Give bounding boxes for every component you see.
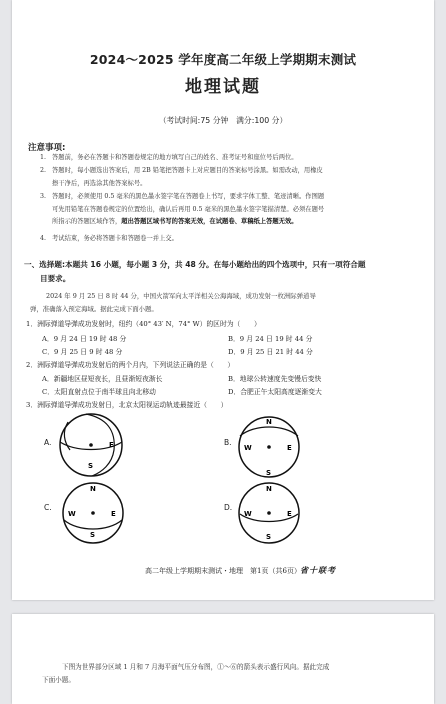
section-heading-line: 一、选择题:本题共 16 小题，每小题 3 分，共 48 分。在每小题给出的四个选项中，只有一项符合题: [24, 260, 366, 269]
note-text: 考试结束，务必将答题卡和答题卷一并上交。: [52, 235, 178, 242]
intro-line: 2024 年 9 月 25 日 8 时 44 分，中国火箭军向太平洋相关公海海域，成功发射一枚洲际弹道导: [46, 292, 316, 300]
q1-option-b[interactable]: B．9 月 24 日 19 时 44 分: [228, 335, 313, 343]
note-text: 可先用铅笔在答题卷规定的位置绘出，确认后再用 0.5 毫米的黑色墨水签字笔描清楚。必须在题号: [52, 205, 325, 213]
note-text: 答题前，务必在答题卡和答题卷规定的地方填写自己的姓名、准考证号和座位号后两位。: [52, 154, 298, 161]
compass-label-e: E: [287, 510, 292, 518]
note-number: 2.: [40, 167, 47, 174]
q2-option-d[interactable]: D．合肥正午太阳高度逐渐变大: [228, 388, 322, 396]
compass-label-w: W: [68, 510, 76, 518]
note-item-4: [40, 233, 412, 246]
q3-option-d[interactable]: D.: [224, 503, 233, 512]
q3-option-b[interactable]: B.: [224, 438, 232, 447]
compass-label-e: E: [109, 441, 114, 449]
intro-line: 弹，准确落入预定海域。据此完成下面小题。: [30, 305, 158, 313]
section-heading-line: 目要求。: [40, 274, 71, 283]
note-emphasis: 超出答题区域书写的答案无效，在试题卷、草稿纸上答题无效。: [121, 218, 298, 225]
page2-intro: [42, 661, 422, 687]
note-number: 3.: [40, 193, 47, 200]
compass-label-w: W: [244, 510, 252, 518]
page2-line: 下面小题。: [42, 676, 75, 684]
question-intro: [30, 290, 412, 316]
note-number: 4.: [40, 235, 47, 242]
q1-option-a[interactable]: A．9 月 24 日 19 时 48 分: [42, 335, 127, 343]
section-heading: [24, 258, 416, 286]
notes-title: 注意事项:: [28, 143, 66, 153]
compass-label-s: S: [90, 531, 96, 539]
sun-path-diagram-c: [58, 478, 128, 548]
note-number: 1.: [40, 154, 47, 161]
exam-info: （考试时间:75 分钟 满分:100 分）: [158, 116, 288, 125]
page-footer: 高二年级上学期期末测试・地理 第1页（共6页）: [145, 567, 301, 575]
q3-option-c[interactable]: C.: [44, 503, 52, 512]
q1-option-c[interactable]: C．9 月 25 日 9 时 48 分: [42, 348, 123, 356]
brand-logo: 省十联考: [300, 565, 336, 575]
compass-label-e: E: [287, 444, 292, 452]
compass-label-n: N: [90, 485, 96, 493]
q3-option-a[interactable]: A.: [44, 438, 52, 447]
compass-label-s: S: [88, 462, 94, 470]
note-text: 擦干净后，再选涂其他答案标号。: [52, 179, 147, 187]
note-text: 所指示的答题区域作答，: [52, 218, 122, 225]
compass-label-s: S: [266, 469, 272, 477]
question-2-stem: 2．洲际弹道导弹成功发射后的两个月内，下列说法正确的是（ ）: [26, 361, 235, 369]
sun-path-diagram-b: [234, 412, 304, 482]
note-item-2: [40, 165, 412, 190]
note-item-3: [40, 191, 412, 229]
q1-option-d[interactable]: D．9 月 25 日 21 时 44 分: [228, 348, 313, 356]
note-item-1: [40, 152, 412, 165]
sun-path-diagram-a: [56, 410, 126, 480]
sun-path-diagram-d: [234, 478, 304, 548]
q2-option-a[interactable]: A．新疆地区昼短夜长，且昼渐短夜渐长: [42, 375, 163, 383]
page2-line: 下图为世界部分区域 1 月和 7 月海平面气压分布图，①～⑥的箭头表示盛行风向。据此完成: [62, 663, 330, 671]
q2-option-b[interactable]: B．地球公转速度先变慢后变快: [228, 375, 322, 383]
subject-title: 地理试题: [185, 77, 261, 97]
question-1-stem: 1．洲际弹道导弹成功发射时，纽约（40° 43′ N，74° W）的区时为（ ）: [26, 320, 261, 328]
exam-page-2: [12, 614, 434, 704]
compass-label-e: E: [111, 510, 116, 518]
compass-label-s: S: [266, 533, 272, 541]
compass-label-n: N: [266, 418, 272, 426]
exam-title: 2024～2025 学年度高二年级上学期期末测试: [89, 52, 357, 67]
question-3-stem: 3．洲际弹道导弹成功发射日，北京太阳视运动轨迹最接近（ ）: [26, 401, 228, 409]
compass-label-w: W: [244, 444, 252, 452]
compass-label-n: N: [266, 485, 272, 493]
q2-option-c[interactable]: C．太阳直射点位于南半球且向北移动: [42, 388, 156, 396]
note-text: 答题时，必须使用 0.5 毫米的黑色墨水签字笔在答题卷上书写，要求字体工整、笔迹清晰。作图题: [52, 193, 325, 200]
note-text: 答题时，每小题选出答案后，用 2B 铅笔把答题卡上对应题目的答案标号涂黑。如需改动，用橡皮: [52, 167, 323, 174]
